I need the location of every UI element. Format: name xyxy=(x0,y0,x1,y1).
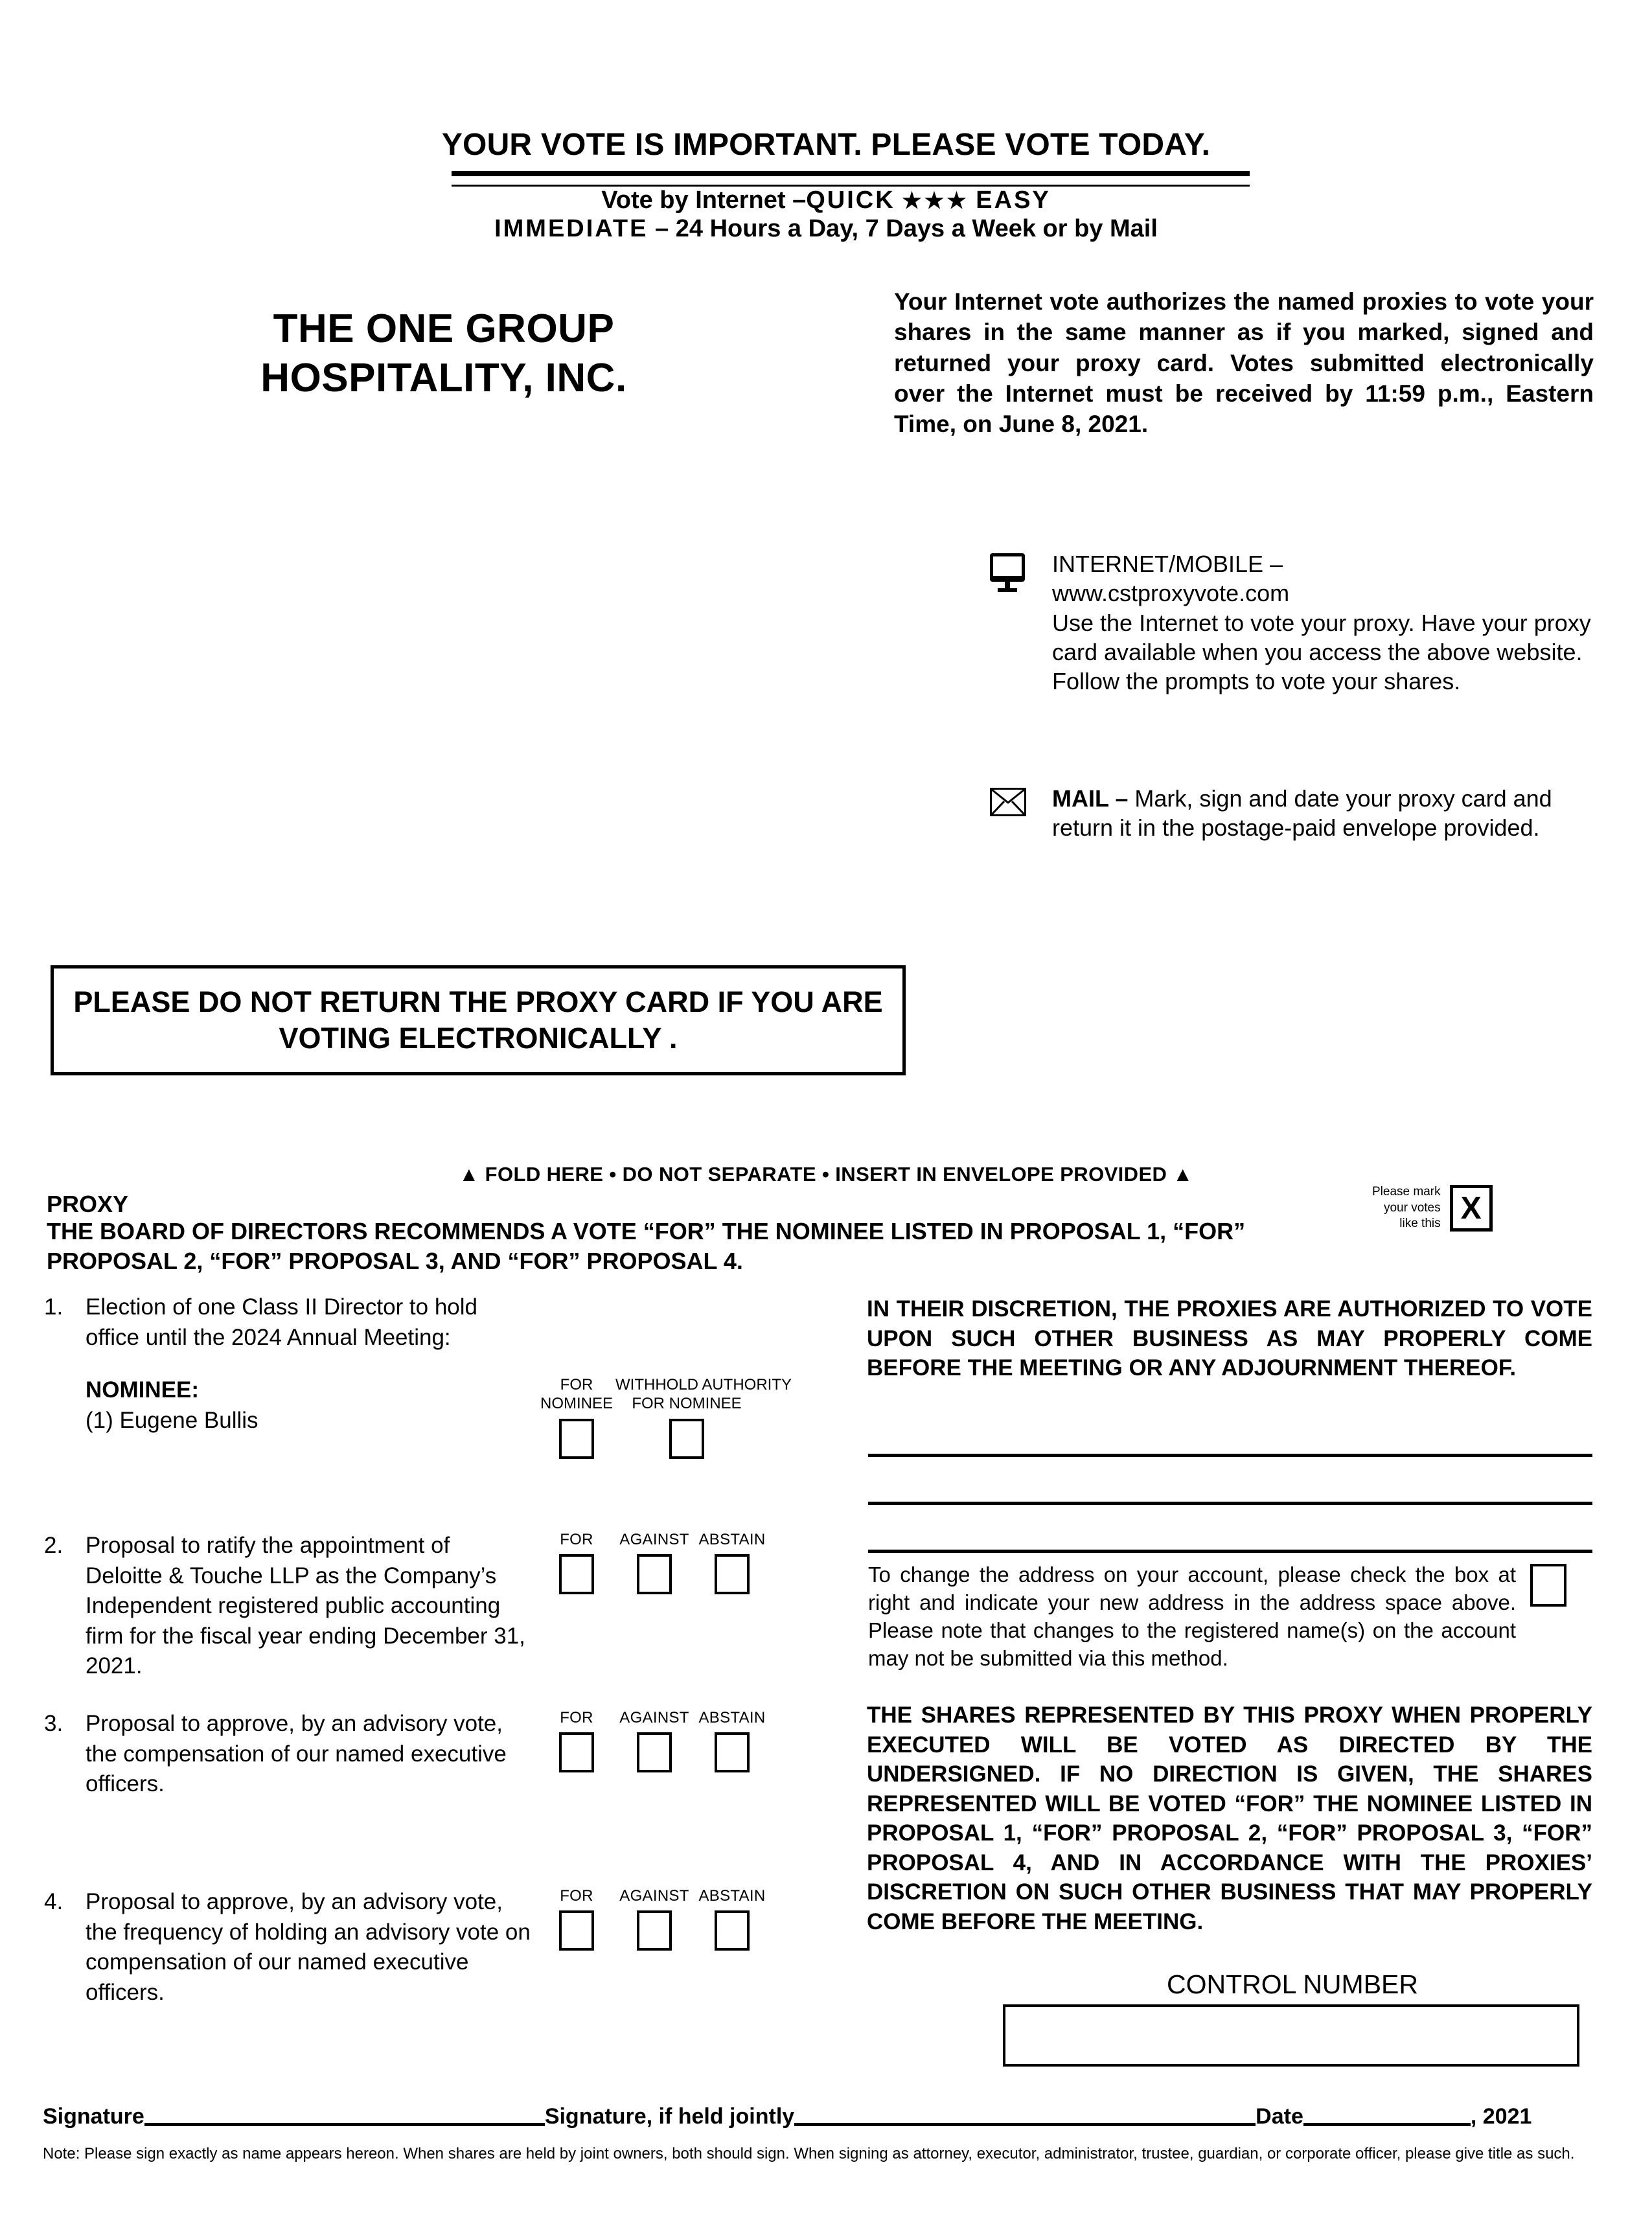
easy-label: EASY xyxy=(976,187,1051,214)
checkbox-nominee-withhold[interactable] xyxy=(669,1419,704,1459)
proposal-2-against-caption: AGAINST xyxy=(619,1531,689,1548)
company-name xyxy=(97,304,790,402)
signature-row xyxy=(43,2104,1611,2129)
proposal-4-abstain-column xyxy=(693,1887,771,2008)
proposal-2-abstain-column xyxy=(693,1531,771,1682)
checkbox-proposal-2-for[interactable] xyxy=(559,1554,594,1594)
proposal-4-number: 4. xyxy=(44,1889,63,1914)
nominee-left xyxy=(44,1375,533,1459)
proposal-2-for-caption: FOR xyxy=(560,1531,593,1548)
proxies-discretion-text: IN THEIR DISCRETION, THE PROXIES ARE AUTHORIZED TO VOTE UPON SUCH OTHER BUSINESS AS MAY PROPERLY COME BEFORE THE MEETING OR ANY ADJOURNMENT THEREOF. xyxy=(867,1296,1592,1381)
proxy-vote-url[interactable]: www.cstproxyvote.com xyxy=(1052,580,1290,607)
nominee-withhold-caption-line1: WITHHOLD AUTHORITY xyxy=(615,1376,792,1393)
proposal-4-for-column xyxy=(538,1887,615,2008)
header-divider xyxy=(452,171,1250,187)
sample-marked-checkbox: X xyxy=(1450,1185,1493,1232)
mail-heading: MAIL – xyxy=(1052,785,1129,812)
address-change-text: To change the address on your account, please check the box at right and indicate your new address in the address space above. Please note that changes to the registered name(s) on the account may not be submitted via this method. xyxy=(868,1563,1516,1670)
mark-votes-legend-label xyxy=(1372,1184,1441,1232)
proposal-2-text: Proposal to ratify the appointment of Deloitte & Touche LLP as the Company’s Independent registered public accounting firm for the fiscal year ending December 31, 2021. xyxy=(86,1533,525,1679)
joint-signature-field[interactable] xyxy=(794,2123,1256,2126)
nominee-for-column xyxy=(538,1375,615,1459)
checkbox-proposal-4-for[interactable] xyxy=(559,1910,594,1951)
immediate-label: IMMEDIATE xyxy=(494,215,648,242)
proposal-3-against-caption: AGAINST xyxy=(619,1709,689,1726)
signature-field[interactable] xyxy=(144,2123,545,2126)
proposal-3-row xyxy=(44,1709,847,1800)
envelope-icon xyxy=(990,784,1042,816)
proposal-1-text: Election of one Class II Director to hold office until the 2024 Annual Meeting: xyxy=(86,1294,478,1350)
proposal-3-abstain-caption: ABSTAIN xyxy=(698,1709,766,1726)
signature-label: Signature xyxy=(43,2104,144,2129)
checkbox-address-change[interactable] xyxy=(1530,1564,1566,1607)
page-title: YOUR VOTE IS IMPORTANT. PLEASE VOTE TODAY. xyxy=(441,128,1211,162)
proposal-4-against-column xyxy=(615,1887,693,2008)
nominee-label: NOMINEE: xyxy=(86,1377,199,1403)
mail-instructions-text: Mark, sign and date your proxy card and return it in the postage-paid envelope provided. xyxy=(1052,785,1552,842)
address-change-row xyxy=(868,1561,1592,1673)
address-line-2[interactable] xyxy=(868,1502,1592,1505)
proposal-1-number: 1. xyxy=(44,1294,63,1320)
proposal-2-against-column xyxy=(615,1531,693,1682)
company-name-line2: HOSPITALITY, INC. xyxy=(260,355,627,400)
nominee-for-caption-line2: NOMINEE xyxy=(540,1395,613,1413)
proposal-3-for-caption: FOR xyxy=(560,1709,593,1726)
proposal-4-row xyxy=(44,1887,847,2008)
board-recommendation-text: THE BOARD OF DIRECTORS RECOMMENDS A VOTE “FOR” THE NOMINEE LISTED IN PROPOSAL 1, “FOR” PROPOSAL 2, “FOR” PROPOSAL 3, AND “FOR” PROPOSAL 4. xyxy=(47,1218,1246,1274)
company-name-line1: THE ONE GROUP xyxy=(273,306,615,351)
proposal-2-vote-options xyxy=(533,1531,847,1682)
nominee-withhold-column xyxy=(615,1375,792,1459)
proposal-3-abstain-column xyxy=(693,1709,771,1800)
date-field[interactable] xyxy=(1303,2123,1471,2126)
nominee-withhold-caption-line2: FOR NOMINEE xyxy=(632,1395,742,1413)
signature-note: Note: Please sign exactly as name appears hereon. When shares are held by joint owners, both should sign. When signing as attorney, executor, administrator, trustee, guardian, or corporate officer, please give title as such. xyxy=(43,2145,1575,2162)
proposal-4-abstain-caption: ABSTAIN xyxy=(698,1887,766,1905)
proposal-3-number: 3. xyxy=(44,1711,63,1736)
internet-heading: INTERNET/MOBILE – xyxy=(1052,551,1283,577)
header-subtitle-line1 xyxy=(0,187,1652,214)
proposal-2-for-column xyxy=(538,1531,615,1682)
stars-icon: ★★★ xyxy=(902,189,969,213)
checkbox-nominee-for[interactable] xyxy=(559,1419,594,1459)
date-label: Date xyxy=(1256,2104,1303,2129)
proposal-2-row xyxy=(44,1531,847,1682)
vote-by-internet-label: Vote by Internet – xyxy=(601,187,807,214)
mark-votes-legend xyxy=(1372,1184,1493,1232)
joint-signature-label: Signature, if held jointly xyxy=(544,2104,795,2129)
quick-label: QUICK xyxy=(806,187,895,214)
proposal-4-vote-options xyxy=(533,1887,847,2008)
mail-instructions-body xyxy=(1052,784,1599,843)
shares-represented-text: THE SHARES REPRESENTED BY THIS PROXY WHEN PROPERLY EXECUTED WILL BE VOTED AS DIRECTED BY THE UNDERSIGNED. IF NO DIRECTION IS GIVEN, THE SHARES REPRESENTED WILL BE VOTED “FOR” THE NOMINEE LISTED IN PROPOSAL 1, “FOR” PROPOSAL 2, “FOR” PROPOSAL 3, “FOR” PROPOSAL 4, AND IN ACCORDANCE WITH THE PROXIES’ DISCRETION ON SUCH OTHER BUSINESS THAT MAY PROPERLY COME BEFORE THE MEETING. xyxy=(867,1702,1592,1934)
proposal-3-text: Proposal to approve, by an advisory vote, the compensation of our named executive officers. xyxy=(86,1711,507,1797)
proxy-label: PROXY xyxy=(47,1191,129,1217)
checkbox-proposal-4-abstain[interactable] xyxy=(715,1910,750,1951)
proposal-1-row xyxy=(44,1292,847,1353)
nominee-vote-options xyxy=(533,1375,847,1459)
mark-legend-line1: Please mark xyxy=(1372,1185,1441,1198)
proposal-3-for-column xyxy=(538,1709,615,1800)
fold-here-notice: ▲ FOLD HERE • DO NOT SEPARATE • INSERT IN ENVELOPE PROVIDED ▲ xyxy=(459,1163,1193,1186)
do-not-return-notice: PLEASE DO NOT RETURN THE PROXY CARD IF YOU ARE VOTING ELECTRONICALLY . xyxy=(51,965,906,1075)
checkbox-proposal-3-for[interactable] xyxy=(559,1732,594,1772)
internet-vote-authorization-text: Your Internet vote authorizes the named proxies to vote your shares in the same manner as if you marked, signed and returned your proxy card. Votes submitted electronically over the Internet must be received by 11:59 p.m., Eastern Time, on June 8, 2021. xyxy=(894,288,1594,438)
proposal-4-text: Proposal to approve, by an advisory vote, the frequency of holding an advisory vote on compensation of our named executive officers. xyxy=(86,1889,531,2005)
proposal-4-against-caption: AGAINST xyxy=(619,1887,689,1905)
hours-label: – 24 Hours a Day, 7 Days a Week or by Mail xyxy=(648,215,1158,242)
proposal-3-vote-options xyxy=(533,1709,847,1800)
checkbox-proposal-2-abstain[interactable] xyxy=(715,1554,750,1594)
proposal-4-for-caption: FOR xyxy=(560,1887,593,1905)
checkbox-proposal-3-against[interactable] xyxy=(637,1732,672,1772)
control-number-label: CONTROL NUMBER xyxy=(1167,1969,1418,1999)
address-line-1[interactable] xyxy=(868,1454,1592,1457)
internet-instructions-body xyxy=(1052,549,1599,696)
checkbox-proposal-4-against[interactable] xyxy=(637,1910,672,1951)
address-line-3[interactable] xyxy=(868,1550,1592,1553)
nominee-name: (1) Eugene Bullis xyxy=(86,1407,258,1433)
mail-voting-instructions xyxy=(990,784,1599,843)
checkbox-proposal-3-abstain[interactable] xyxy=(715,1732,750,1772)
proposal-3-against-column xyxy=(615,1709,693,1800)
header-subtitle-line2 xyxy=(0,215,1652,243)
proposal-2-number: 2. xyxy=(44,1533,63,1558)
nominee-for-caption-line1: FOR xyxy=(560,1376,593,1393)
mark-legend-line2: your votes xyxy=(1383,1200,1441,1215)
proposal-2-abstain-caption: ABSTAIN xyxy=(698,1531,766,1548)
internet-instructions-text: Use the Internet to vote your proxy. Have your proxy card available when you access the above website. Follow the prompts to vote your shares. xyxy=(1052,609,1591,695)
year-suffix: , 2021 xyxy=(1470,2104,1532,2129)
control-number-field[interactable] xyxy=(1003,2004,1579,2067)
mark-legend-line3: like this xyxy=(1399,1217,1441,1231)
monitor-icon xyxy=(990,549,1042,593)
checkbox-proposal-2-against[interactable] xyxy=(637,1554,672,1594)
internet-voting-instructions xyxy=(990,549,1599,696)
nominee-row xyxy=(44,1375,847,1459)
